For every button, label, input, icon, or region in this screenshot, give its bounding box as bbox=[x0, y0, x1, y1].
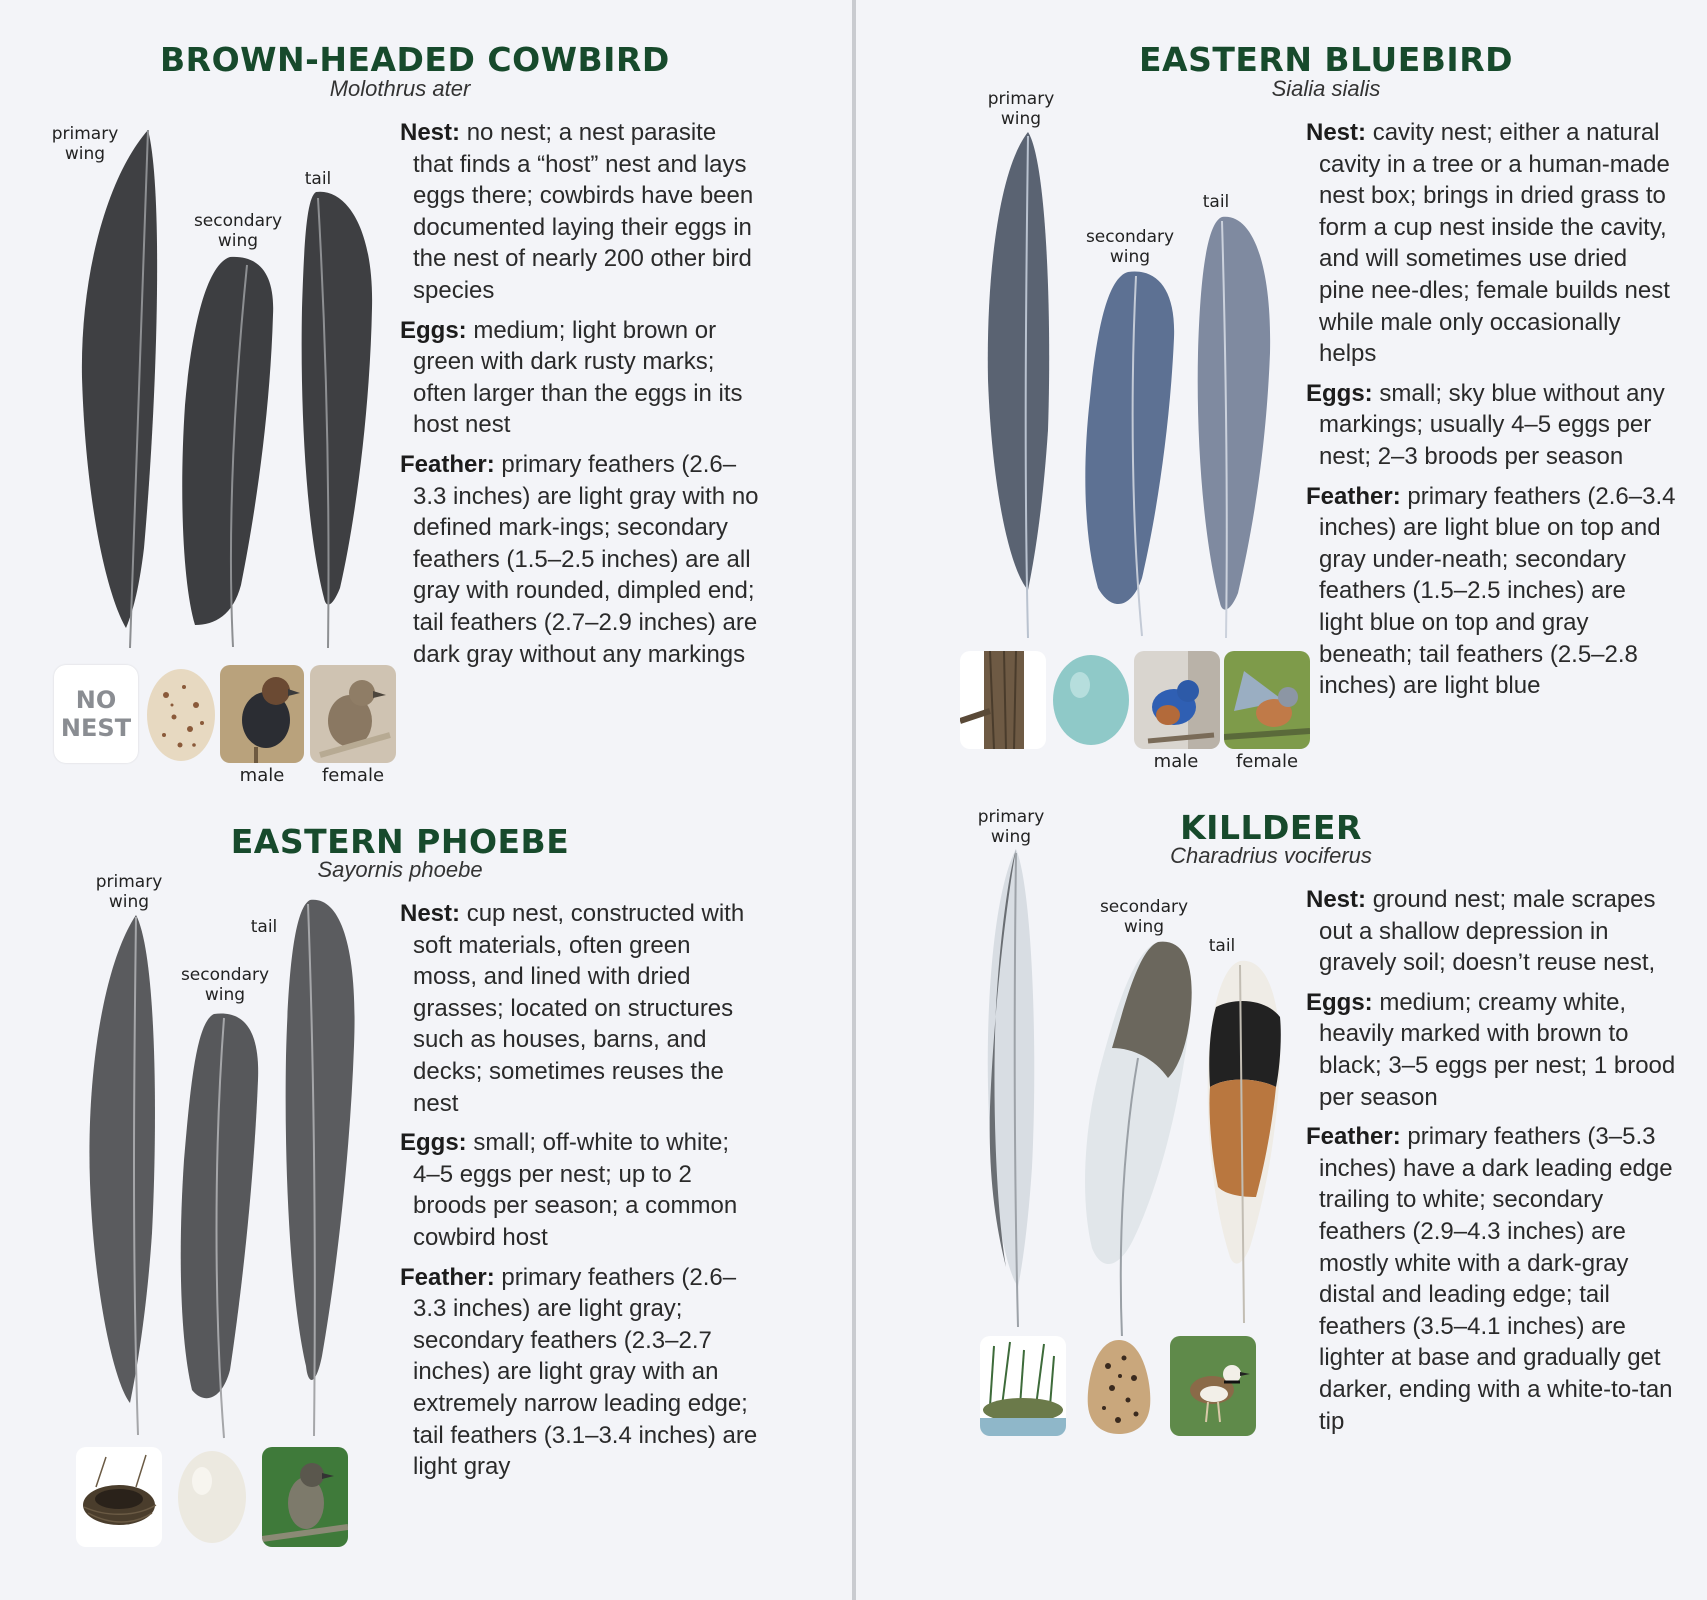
secondary-wing-feather bbox=[1068, 938, 1198, 1340]
species-title: EASTERN PHOEBE bbox=[230, 822, 570, 861]
nest-photo bbox=[76, 1447, 162, 1547]
scientific-name: Charadrius vociferus bbox=[1170, 843, 1372, 868]
secondary-wing-label: secondary wing bbox=[180, 965, 270, 1005]
tail-feather bbox=[1186, 213, 1276, 640]
nest-paragraph: Nest: no nest; a nest parasite that finds a “host” nest and lays eggs there; cowbirds have been documented laying their eggs in the nest of nearly 200 other bird species bbox=[400, 119, 754, 304]
egg-photo bbox=[174, 1447, 250, 1547]
primary-wing-label: primary wing bbox=[95, 872, 163, 912]
primary-wing-label: primary wing bbox=[987, 89, 1055, 129]
primary-wing-label: primary wing bbox=[51, 124, 119, 164]
eggs-paragraph: Eggs: small; sky blue without any markings; usually 4–5 eggs per nest; 2–3 broods per season bbox=[1306, 379, 1665, 470]
secondary-wing-label: secondary wing bbox=[193, 211, 283, 251]
feather-paragraph: Feather: primary feathers (3–5.3 inches) have a dark leading edge trailing to white; secondary feathers (2.9–4.3 inches) are mostly white with a dark-gray distal and leading edge; tail feathers (3.5–4.1 inches) are lighter at base and gradually get darker, ending with a white-to-tan tip bbox=[1306, 1123, 1673, 1435]
female-label: female bbox=[1235, 751, 1299, 772]
feather-paragraph: Feather: primary feathers (2.6–3.4 inches) are light blue on top and gray under-neath; secondary feathers (1.5–2.5 inches) are light blue on top and gray beneath; tail feathers (2.5–2.8 inches) are light blue bbox=[1306, 482, 1676, 700]
cowbird-description bbox=[400, 117, 760, 678]
secondary-wing-label: secondary wing bbox=[1085, 227, 1175, 267]
bluebird-description bbox=[1306, 117, 1676, 710]
scientific-name: Molothrus ater bbox=[329, 76, 471, 101]
phoebe-description bbox=[400, 898, 760, 1491]
egg-photo bbox=[1050, 651, 1132, 749]
female-label: female bbox=[321, 765, 385, 786]
secondary-wing-feather bbox=[174, 1010, 264, 1440]
tail-feather bbox=[296, 188, 376, 650]
feather-paragraph: Feather: primary feathers (2.6–3.3 inches) are light gray; secondary feathers (2.3–2.7 inches) are light gray with an extremely narrow leading edge; tail feathers (3.1–3.4 inches) are light gray bbox=[400, 1263, 758, 1481]
secondary-wing-feather bbox=[175, 255, 285, 650]
male-bird-photo bbox=[1134, 651, 1220, 749]
species-title: EASTERN BLUEBIRD bbox=[1139, 40, 1513, 79]
nest-photo bbox=[980, 1336, 1066, 1436]
nest-paragraph: Nest: cavity nest; either a natural cavity in a tree or a human-made nest box; brings in dried grass to form a cup nest inside the cavity, and will sometimes use dried pine nee-dles; female builds nest while male only occasionally helps bbox=[1306, 119, 1670, 368]
bird-photo bbox=[1170, 1336, 1256, 1436]
male-bird-photo bbox=[220, 665, 304, 763]
nest-paragraph: Nest: cup nest, constructed with soft materials, often green moss, and lined with dried grasses; located on structures such as houses, barns, and decks; sometimes reuses the nest bbox=[400, 900, 745, 1117]
tail-label: tail bbox=[1202, 192, 1230, 212]
nest-cavity-photo bbox=[960, 651, 1046, 749]
egg-photo bbox=[144, 665, 218, 763]
primary-wing-feather bbox=[984, 130, 1064, 640]
eggs-paragraph: Eggs: medium; light brown or green with dark rusty marks; often larger than the eggs in its host nest bbox=[400, 316, 743, 439]
tail-label: tail bbox=[1208, 936, 1236, 956]
primary-wing-label: primary wing bbox=[977, 807, 1045, 847]
species-title: KILLDEER bbox=[1180, 808, 1362, 847]
male-label: male bbox=[239, 765, 285, 786]
male-label: male bbox=[1153, 751, 1199, 772]
secondary-wing-label: secondary wing bbox=[1099, 897, 1189, 937]
no-nest-line1: NO bbox=[75, 686, 117, 714]
eggs-paragraph: Eggs: small; off-white to white; 4–5 eggs per nest; up to 2 broods per season; a common cowbird host bbox=[400, 1129, 738, 1251]
scientific-name: Sialia sialis bbox=[1271, 76, 1381, 101]
female-bird-photo bbox=[310, 665, 396, 763]
female-bird-photo bbox=[1224, 651, 1310, 749]
killdeer-description bbox=[1306, 884, 1676, 1445]
secondary-wing-feather bbox=[1076, 268, 1196, 638]
primary-wing-feather bbox=[84, 913, 164, 1438]
no-nest-line2: NEST bbox=[60, 714, 132, 742]
tail-label: tail bbox=[250, 917, 278, 937]
tail-feather bbox=[280, 896, 360, 1438]
primary-wing-feather bbox=[982, 847, 1052, 1330]
left-page bbox=[0, 0, 852, 1600]
right-page bbox=[856, 0, 1707, 1600]
species-title: BROWN-HEADED COWBIRD bbox=[160, 40, 670, 79]
primary-wing-feather bbox=[78, 128, 168, 650]
no-nest-tile bbox=[54, 665, 138, 763]
eggs-paragraph: Eggs: medium; creamy white, heavily marked with brown to black; 3–5 eggs per nest; 1 brood per season bbox=[1306, 988, 1676, 1111]
egg-photo bbox=[1084, 1336, 1154, 1436]
feather-paragraph: Feather: primary feathers (2.6–3.3 inches) are light gray with no defined mark-ings; secondary feathers (1.5–2.5 inches) are all gray with rounded, dimpled end; tail feathers (2.7–2.9 inches) are dark gray without any markings bbox=[400, 450, 759, 668]
scientific-name: Sayornis phoebe bbox=[317, 857, 483, 882]
tail-label: tail bbox=[304, 169, 332, 189]
tail-feather bbox=[1196, 957, 1286, 1325]
bird-photo bbox=[262, 1447, 348, 1547]
nest-paragraph: Nest: ground nest; male scrapes out a shallow depression in gravely soil; doesn’t reuse nest, bbox=[1306, 886, 1656, 977]
